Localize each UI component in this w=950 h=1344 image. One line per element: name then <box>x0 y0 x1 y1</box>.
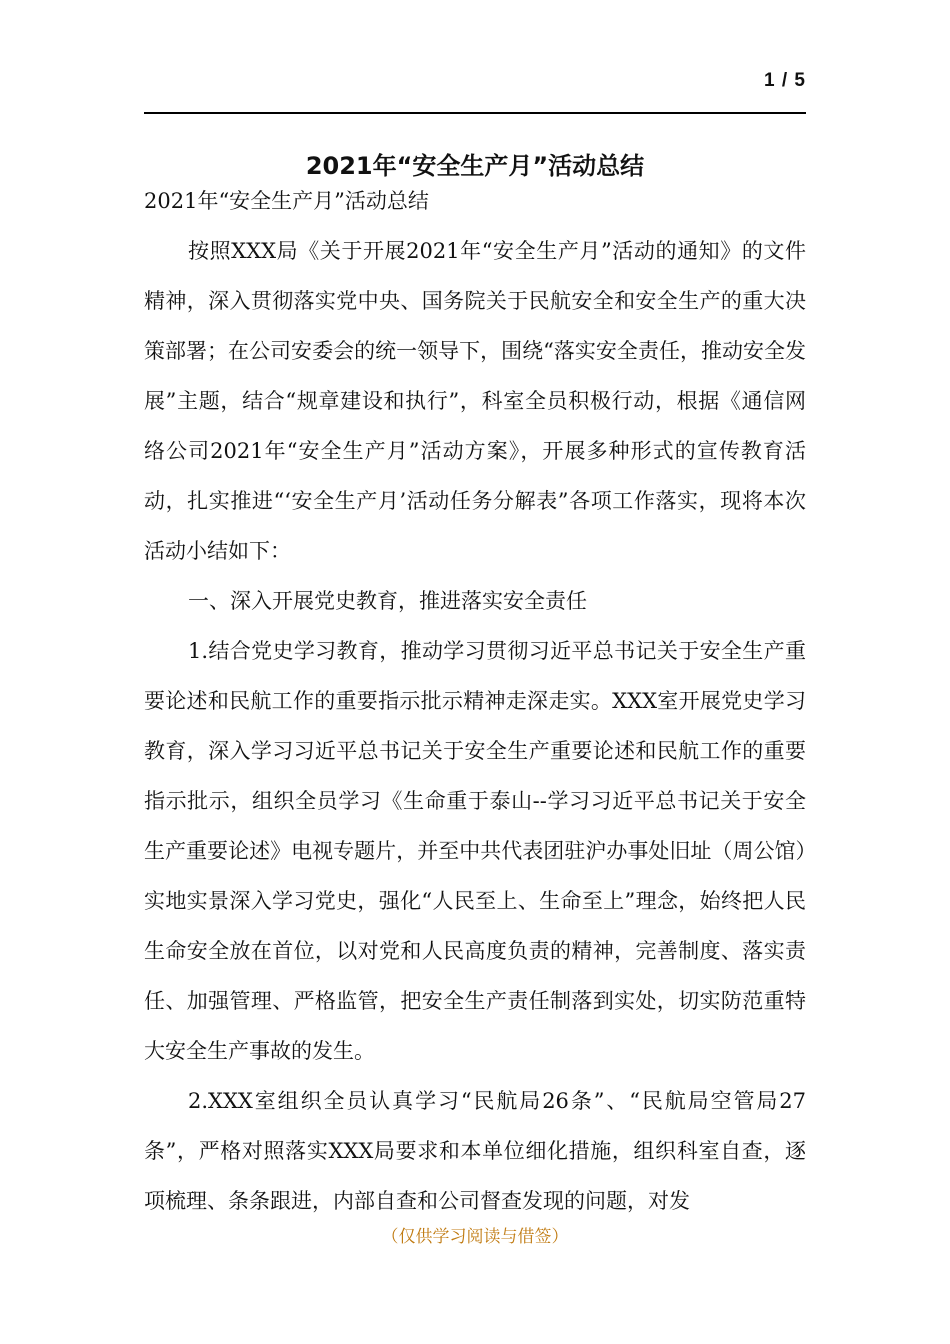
item-paragraph-1: 1.结合党史学习教育，推动学习贯彻习近平总书记关于安全生产重要论述和民航工作的重要指示批示精神走深走实。XXX室开展党史学习教育，深入学习习近平总书记关于安全生产重要论述和民航工作的重要指示批示，组织全员学习《生命重于泰山--学习习近平总书记关于安全生产重要论述》电视专题片，并至中共代表团驻沪办事处旧址（周公馆）实地实景深入学习党史，强化“人民至上、生命至上”理念，始终把人民生命安全放在首位，以对党和人民高度负责的精神，完善制度、落实责任、加强管理、严格监管，把安全生产责任制落到实处，切实防范重特大安全生产事故的发生。 <box>144 639 806 1063</box>
document-body <box>144 176 806 1226</box>
section-heading: 一、深入开展党史教育，推进落实安全责任 <box>188 589 587 613</box>
page-number: 1 / 5 <box>764 70 806 91</box>
footer-note: （仅供学习阅读与借签） <box>381 1227 569 1247</box>
subtitle-paragraph: 2021年“安全生产月”活动总结 <box>144 189 429 213</box>
document-title: 2021年“安全生产月”活动总结 <box>305 152 645 181</box>
item-paragraph-2: 2.XXX室组织全员认真学习“民航局26条”、“民航局空管局27条”，严格对照落实XXX局要求和本单位细化措施，组织科室自查，逐项梳理、条条跟进，内部自查和公司督查发现的问题，对发 <box>144 1089 806 1213</box>
intro-paragraph: 按照XXX局《关于开展2021年“安全生产月”活动的通知》的文件精神，深入贯彻落实党中央、国务院关于民航安全和安全生产的重大决策部署；在公司安委会的统一领导下，围绕“落实安全责任，推动安全发展”主题，结合“规章建设和执行”，科室全员积极行动，根据《通信网络公司2021年“安全生产月”活动方案》，开展多种形式的宣传教育活动，扎实推进“‘安全生产月’活动任务分解表”各项工作落实，现将本次活动小结如下： <box>144 239 806 563</box>
header-divider <box>144 112 806 114</box>
